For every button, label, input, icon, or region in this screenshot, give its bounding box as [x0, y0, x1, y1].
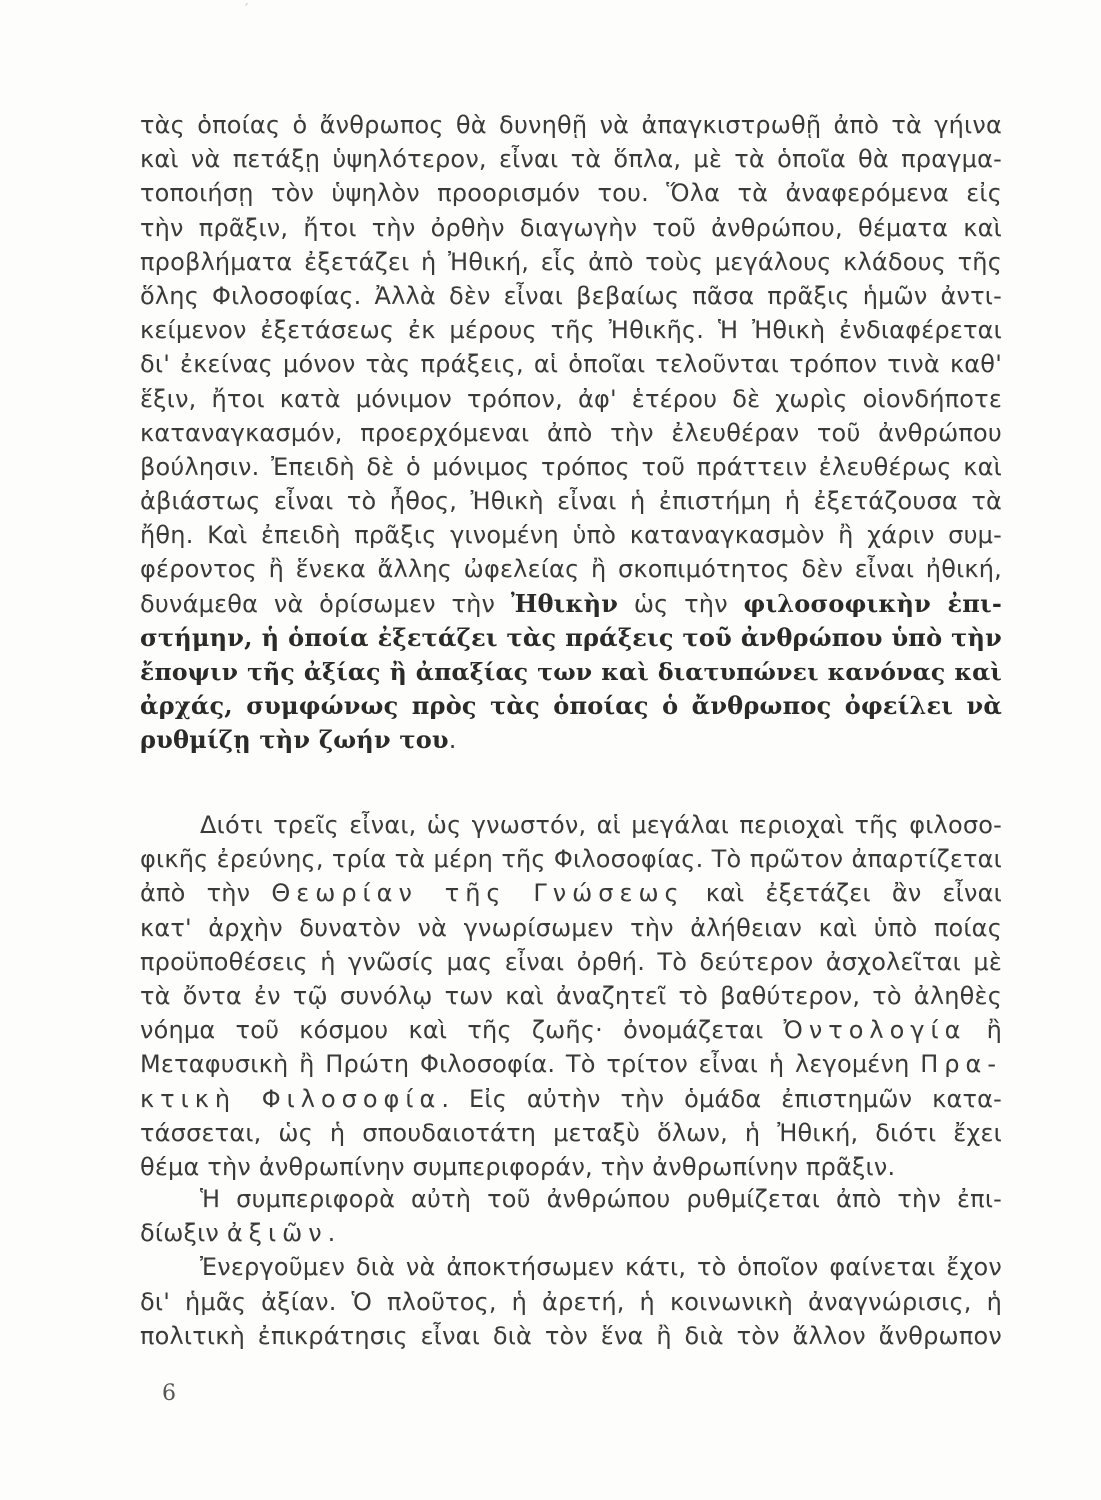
text-line: προϋποθέσεις ἡ γνῶσίς μας εἶναι ὀρθή. Τὸ δεύτερον ἀσχολεῖται μὲ: [140, 947, 1002, 976]
bold-definition-start: φιλοσοφικὴν ἐπι-: [743, 588, 1002, 618]
text-line-mixed: [140, 876, 1002, 910]
bold-definition-line: στήμην, ἡ ὁποία ἐξετάζει τὰς πράξεις τοῦ ἀνθρώπου ὑπὸ τὴν: [140, 622, 1002, 652]
text-run: ἢ: [966, 1016, 1002, 1045]
bold-definition-line: ἀρχάς, συμφώνως πρὸς τὰς ὁποίας ὁ ἄνθρωπος ὀφείλει νὰ: [140, 691, 1002, 721]
text-line: Διότι τρεῖς εἶναι, ὡς γνωστόν, αἱ μεγάλαι περιοχαὶ τῆς φιλοσο-: [200, 811, 1002, 839]
text-line: ἤθη. Καὶ ἐπειδὴ πρᾶξις γινομένη ὑπὸ καταναγκασμὸν ἢ χάριν συμ-: [140, 521, 1002, 550]
text-line: τάσσεται, ὡς ἡ σπουδαιοτάτη μεταξὺ ὅλων, ἡ Ἠθική, διότι ἔχει: [140, 1118, 1002, 1147]
stray-mark: ˊ: [243, 2, 249, 16]
text-line: τοποιήσῃ τὸν ὑψηλὸν προορισμόν του. Ὅλα τὰ ἀναφερόμενα εἰς: [140, 179, 1002, 208]
paragraph-ethics-definition: [140, 108, 1002, 758]
spaced-term-practical-philosophy: κτικὴ Φιλοσοφία: [140, 1084, 442, 1113]
text-line: βούλησιν. Ἐπειδὴ δὲ ὁ μόνιμος τρόπος τοῦ πράττειν ἐλευθέρως καὶ: [140, 452, 1002, 481]
text-run: ὡς τὴν: [618, 589, 744, 618]
text-run: . Εἰς αὐτὴν τὴν ὁμάδα ἐπιστημῶν κατα-: [441, 1084, 1003, 1113]
text-line: ἕξιν, ἤτοι κατὰ μόνιμον τρόπον, ἀφ' ἑτέρου δὲ χωρὶς οἱονδήποτε: [140, 384, 1002, 413]
text-run: δίωξιν: [140, 1219, 227, 1248]
text-line: φέροντος ἢ ἕνεκα ἄλλης ὠφελείας ἢ σκοπιμότητος δὲν εἶναι ἠθική,: [140, 555, 1002, 584]
text-line: τὰ ὄντα ἐν τῷ συνόλῳ των καὶ ἀναζητεῖ τὸ βαθύτερον, τὸ ἀληθὲς: [140, 981, 1002, 1010]
bold-definition-line: ἔποψιν τῆς ἀξίας ἢ ἀπαξίας των καὶ διατυπώνει κανόνας καὶ: [140, 658, 1002, 686]
text-line-mixed: [140, 1082, 1002, 1116]
text-run: δυνάμεθα νὰ ὁρίσωμεν τὴν: [140, 589, 511, 618]
spaced-term-practical: Πρα-: [920, 1050, 1002, 1079]
text-line: φικῆς ἐρεύνης, τρία τὰ μέρη τῆς Φιλοσοφίας. Τὸ πρῶτον ἀπαρτίζεται: [140, 845, 1002, 874]
text-line: δι' ἡμᾶς ἀξίαν. Ὁ πλοῦτος, ἡ ἀρετή, ἡ κοινωνικὴ ἀναγνώρισις, ἡ: [140, 1287, 1002, 1316]
text-line: προβλήματα ἐξετάζει ἡ Ἠθική, εἷς ἀπὸ τοὺς μεγάλους κλάδους τῆς: [140, 247, 1002, 276]
text-line: ἀβιάστως εἶναι τὸ ἦθος, Ἠθικὴ εἶναι ἡ ἐπιστήμη ἡ ἐξετάζουσα τὰ: [140, 487, 1002, 516]
bold-term-ethics: Ἠθικὴν: [510, 588, 619, 618]
text-line: δι' ἐκείνας μόνον τὰς πράξεις, αἱ ὁποῖαι τελοῦνται τρόπον τινὰ καθ': [140, 350, 1002, 379]
text-run: καὶ ἐξετάζει ἂν εἶναι: [684, 879, 1002, 908]
bold-definition-end: ρυθμίζῃ τὴν ζωήν του: [140, 725, 449, 755]
text-run: νόημα τοῦ κόσμου καὶ τῆς ζωῆς· ὀνομάζεται: [140, 1016, 784, 1045]
text-line-final: [140, 723, 1002, 757]
text-line-mixed: [140, 587, 1002, 621]
spaced-term-theory-of-knowledge: Θεωρίαν τῆς Γνώσεως: [271, 879, 685, 908]
text-line: Ἡ συμπεριφορὰ αὐτὴ τοῦ ἀνθρώπου ρυθμίζεται ἀπὸ τὴν ἐπι-: [200, 1185, 1002, 1213]
text-line: θέμα τὴν ἀνθρωπίνην συμπεριφοράν, τὴν ἀνθρωπίνην πρᾶξιν.: [140, 1152, 896, 1181]
text-line: Ἐνεργοῦμεν διὰ νὰ ἀποκτήσωμεν κάτι, τὸ ὁποῖον φαίνεται ἔχον: [200, 1253, 1002, 1282]
paragraph-values: [140, 1182, 1002, 1353]
page-number: 6: [162, 1381, 176, 1406]
text-line: κατ' ἀρχὴν δυνατὸν νὰ γνωρίσωμεν τὴν ἀλήθειαν καὶ ὑπὸ ποίας: [140, 913, 1002, 942]
text-line: τὰς ὁποίας ὁ ἄνθρωπος θὰ δυνηθῇ νὰ ἀπαγκιστρωθῇ ἀπὸ τὰ γήινα: [140, 111, 1002, 139]
text-line-mixed: [140, 1216, 1002, 1250]
text-line-mixed: [140, 1047, 1002, 1081]
text-line: πολιτικὴ ἐπικράτησις εἶναι διὰ τὸν ἕνα ἢ διὰ τὸν ἄλλον ἄνθρωπον: [140, 1321, 1002, 1350]
text-line: ὅλης Φιλοσοφίας. Ἀλλὰ δὲν εἶναι βεβαίως πᾶσα πρᾶξις ἡμῶν ἀντι-: [140, 281, 1002, 310]
text-line-mixed: [140, 1013, 1002, 1047]
text-line: καταναγκασμόν, προερχόμεναι ἀπὸ τὴν ἐλευθέραν τοῦ ἀνθρώπου: [140, 418, 1002, 447]
text-line: κείμενον ἐξετάσεως ἐκ μέρους τῆς Ἠθικῆς. Ἡ Ἠθικὴ ἐνδιαφέρεται: [140, 316, 1002, 345]
text-run: Μεταφυσικὴ ἢ Πρώτη Φιλοσοφία. Τὸ τρίτον εἶναι ἡ λεγομένη: [140, 1050, 921, 1079]
text-run: .: [448, 726, 457, 755]
paragraph-philosophy-parts: [140, 808, 1002, 1184]
text-run: ἀπὸ τὴν: [140, 879, 272, 908]
text-line: τὴν πρᾶξιν, ἤτοι τὴν ὀρθὴν διαγωγὴν τοῦ ἀνθρώπου, θέματα καὶ: [140, 213, 1002, 242]
text-run: .: [327, 1219, 336, 1248]
spaced-term-ontology: Ὀντολογία: [783, 1016, 967, 1045]
spaced-term-values: ἀξιῶν: [226, 1219, 328, 1248]
text-line: καὶ νὰ πετάξῃ ὑψηλότερον, εἶναι τὰ ὅπλα, μὲ τὰ ὁποῖα θὰ πραγμα-: [140, 145, 1002, 174]
